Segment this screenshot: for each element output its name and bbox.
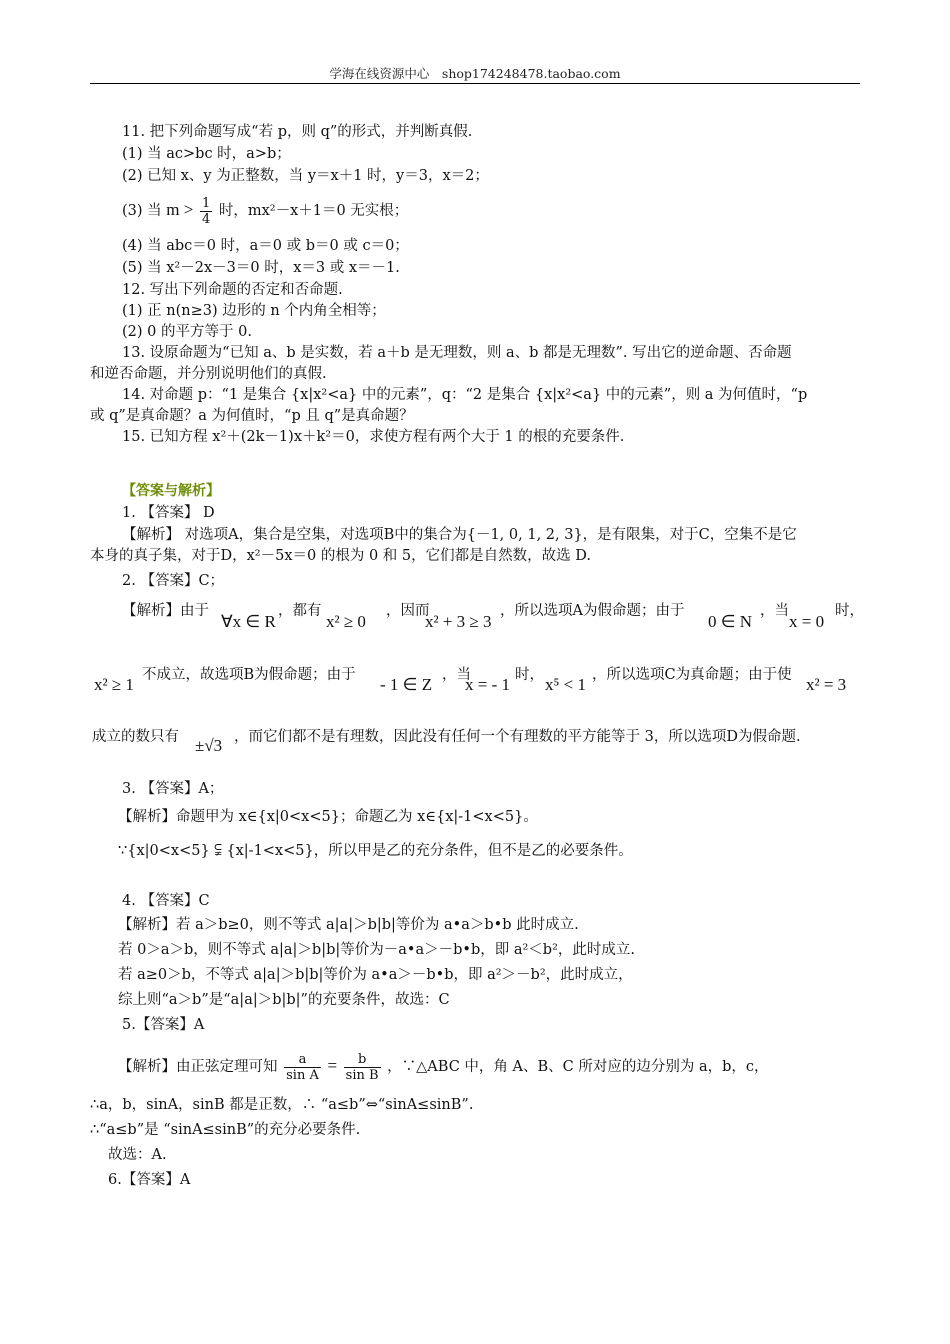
a5-fraction-b-over-sinB (344, 1052, 381, 1083)
q11-3-suffix: 时，mx²－x＋1＝0 无实根； (218, 203, 409, 219)
q11-3-prefix: (3) 当 (122, 203, 162, 219)
fraction-denominator: sin A (286, 1067, 319, 1083)
answer-1: 1. 【答案】 D (122, 505, 215, 521)
a2-text: ，当 (760, 603, 789, 619)
a3-subset-left: ∵{x|0<x<5} (118, 843, 210, 859)
a2-text: 【解析】由于 (122, 603, 209, 619)
answer-4-explanation-line4: 综上则“a＞b”是“a|a|＞b|b|”的充要条件，故选：C (118, 992, 450, 1008)
a2-math-neg1-in-z: - 1 ∈ Z (380, 675, 433, 694)
q11-3-fraction (200, 196, 212, 227)
question-13-line2: 和逆否命题，并分别说明他们的真假. (90, 366, 327, 382)
question-11-3 (122, 188, 897, 233)
answer-5-explanation-line3: ∴“a≤b”是 “sinA≤sinB”的充分必要条件. (90, 1122, 361, 1138)
fraction-numerator: 1 (201, 195, 211, 211)
answer-6: 6.【答案】A (108, 1172, 191, 1188)
a2-math-x2-plus-3: x² + 3 ≥ 3 (425, 612, 492, 631)
answer-4-explanation-line3: 若 a≥0＞b，不等式 a|a|＞b|b|等价为 a•a＞－b•b，即 a²＞－b²，此时成立， (118, 967, 633, 983)
a2-text: 不成立，故选项B为假命题；由于 (142, 667, 356, 683)
a2-text: ，因而 (386, 603, 430, 619)
a5-text-post: ，∵△ABC 中，角 A、B、C 所对应的边分别为 a，b，c， (387, 1059, 769, 1075)
answer-5: 5.【答案】A (122, 1017, 205, 1033)
a2-math-0-in-n: 0 ∈ N (708, 612, 753, 631)
answer-3-explanation-line2 (118, 840, 893, 861)
a2-math-forall: ∀x ∈ R (221, 612, 276, 631)
answer-4: 4. 【答案】C (122, 893, 210, 909)
a2-text: 时， (515, 667, 544, 683)
question-11-2: (2) 已知 x、y 为正整数，当 y＝x＋1 时，y＝3，x＝2； (122, 168, 489, 184)
answer-1-explanation-line1: 【解析】 对选项A，集合是空集，对选项B中的集合为{－1, 0, 1, 2, 3}，是有限集，对于C，空集不是它 (122, 527, 797, 543)
a3-subset-right: {x|-1<x<5}，所以甲是乙的充分条件，但不是乙的必要条件。 (226, 843, 633, 859)
fraction-denominator: sin B (345, 1067, 379, 1083)
a2-text: ，而它们都不是有理数，因此没有任何一个有理数的平方能等于 3，所以选项D为假命题. (234, 729, 801, 745)
a2-text: 成立的数只有 (92, 729, 179, 745)
page-header: 学海在线资源中心 shop174248478.taobao.com (329, 66, 621, 81)
question-12: 12. 写出下列命题的否定和否命题. (122, 282, 343, 298)
a2-text: ，所以选项A为假命题；由于 (500, 603, 685, 619)
question-11-4: (4) 当 abc＝0 时，a＝0 或 b＝0 或 c＝0； (122, 238, 409, 254)
q11-3-m: m > (166, 200, 194, 219)
question-12-2: (2) 0 的平方等于 0. (122, 324, 252, 340)
a2-text: ，都有 (278, 603, 322, 619)
a2-text: ，当 (442, 667, 471, 683)
a2-math-x-eq-neg1: x = - 1 (465, 675, 510, 694)
answer-5-explanation-line4: 故选：A. (108, 1147, 167, 1163)
answer-3-explanation-line1: 【解析】命题甲为 x∈{x|0<x<5}；命题乙为 x∈{x|-1<x<5}。 (118, 809, 538, 825)
a5-text-pre: 【解析】由正弦定理可知 (118, 1059, 278, 1075)
a2-math-x2-ge-1: x² ≥ 1 (94, 675, 134, 694)
answer-2: 2. 【答案】C； (122, 573, 225, 589)
answers-title: 【答案与解析】 (122, 483, 220, 499)
answer-4-explanation-line1: 【解析】若 a＞b≥0，则不等式 a|a|＞b|b|等价为 a•a＞b•b 此时成立. (118, 917, 579, 933)
answer-5-explanation-line2: ∴a，b，sinA，sinB 都是正数，∴ “a≤b”⇔“sinA≤sinB”. (90, 1097, 474, 1113)
a2-text: 时， (835, 603, 864, 619)
answer-1-explanation-line2: 本身的真子集，对于D，x²－5x＝0 的根为 0 和 5，它们都是自然数，故选 D. (90, 548, 591, 564)
answer-4-explanation-line2: 若 0＞a＞b，则不等式 a|a|＞b|b|等价为－a•a＞－b•b，即 a²＜b²，此时成立. (118, 942, 635, 958)
a2-math-pm-sqrt3: ±√3 (195, 736, 223, 755)
fraction-numerator: a (284, 1052, 321, 1068)
a2-math-x2-ge-0: x² ≥ 0 (326, 612, 366, 631)
a5-fraction-a-over-sinA (284, 1052, 321, 1083)
question-13-line1: 13. 设原命题为“已知 a、b 是实数，若 a＋b 是无理数，则 a、b 都是无理数”. 写出它的逆命题、否命题 (122, 345, 792, 361)
fraction-denominator: 4 (201, 211, 211, 227)
question-12-1: (1) 正 n(n≥3) 边形的 n 个内角全相等； (122, 303, 386, 319)
question-11-5: (5) 当 x²－2x－3＝0 时，x＝3 或 x＝－1. (122, 260, 400, 276)
question-15: 15. 已知方程 x²＋(2k－1)x＋k²＝0，求使方程有两个大于 1 的根的充要条件. (122, 429, 625, 445)
a2-math-x5-lt-1: x⁵ < 1 (545, 675, 587, 694)
a2-math-x-eq-0: x = 0 (789, 612, 825, 631)
question-11: 11. 把下列命题写成“若 p，则 q”的形式，并判断真假. (122, 124, 473, 140)
fraction-numerator: b (344, 1052, 381, 1068)
answer-3: 3. 【答案】A； (122, 781, 224, 797)
question-11-1: (1) 当 ac>bc 时，a>b； (122, 146, 291, 162)
answer-5-explanation-line1 (118, 1044, 893, 1089)
a2-math-x2-eq-3: x² = 3 (806, 675, 847, 694)
header-rule (90, 83, 860, 84)
question-14-line2: 或 q”是真命题？a 为何值时，“p 且 q”是真命题？ (90, 408, 414, 424)
proper-subset-symbol: ⫋ (214, 840, 222, 859)
a2-text: ，所以选项C为真命题；由于使 (592, 667, 792, 683)
question-14-line1: 14. 对命题 p：“1 是集合 {x|x²<a} 中的元素”，q：“2 是集合 {x|x²<a} 中的元素”，则 a 为何值时，“p (122, 387, 808, 403)
a5-equals: = (327, 1056, 338, 1075)
